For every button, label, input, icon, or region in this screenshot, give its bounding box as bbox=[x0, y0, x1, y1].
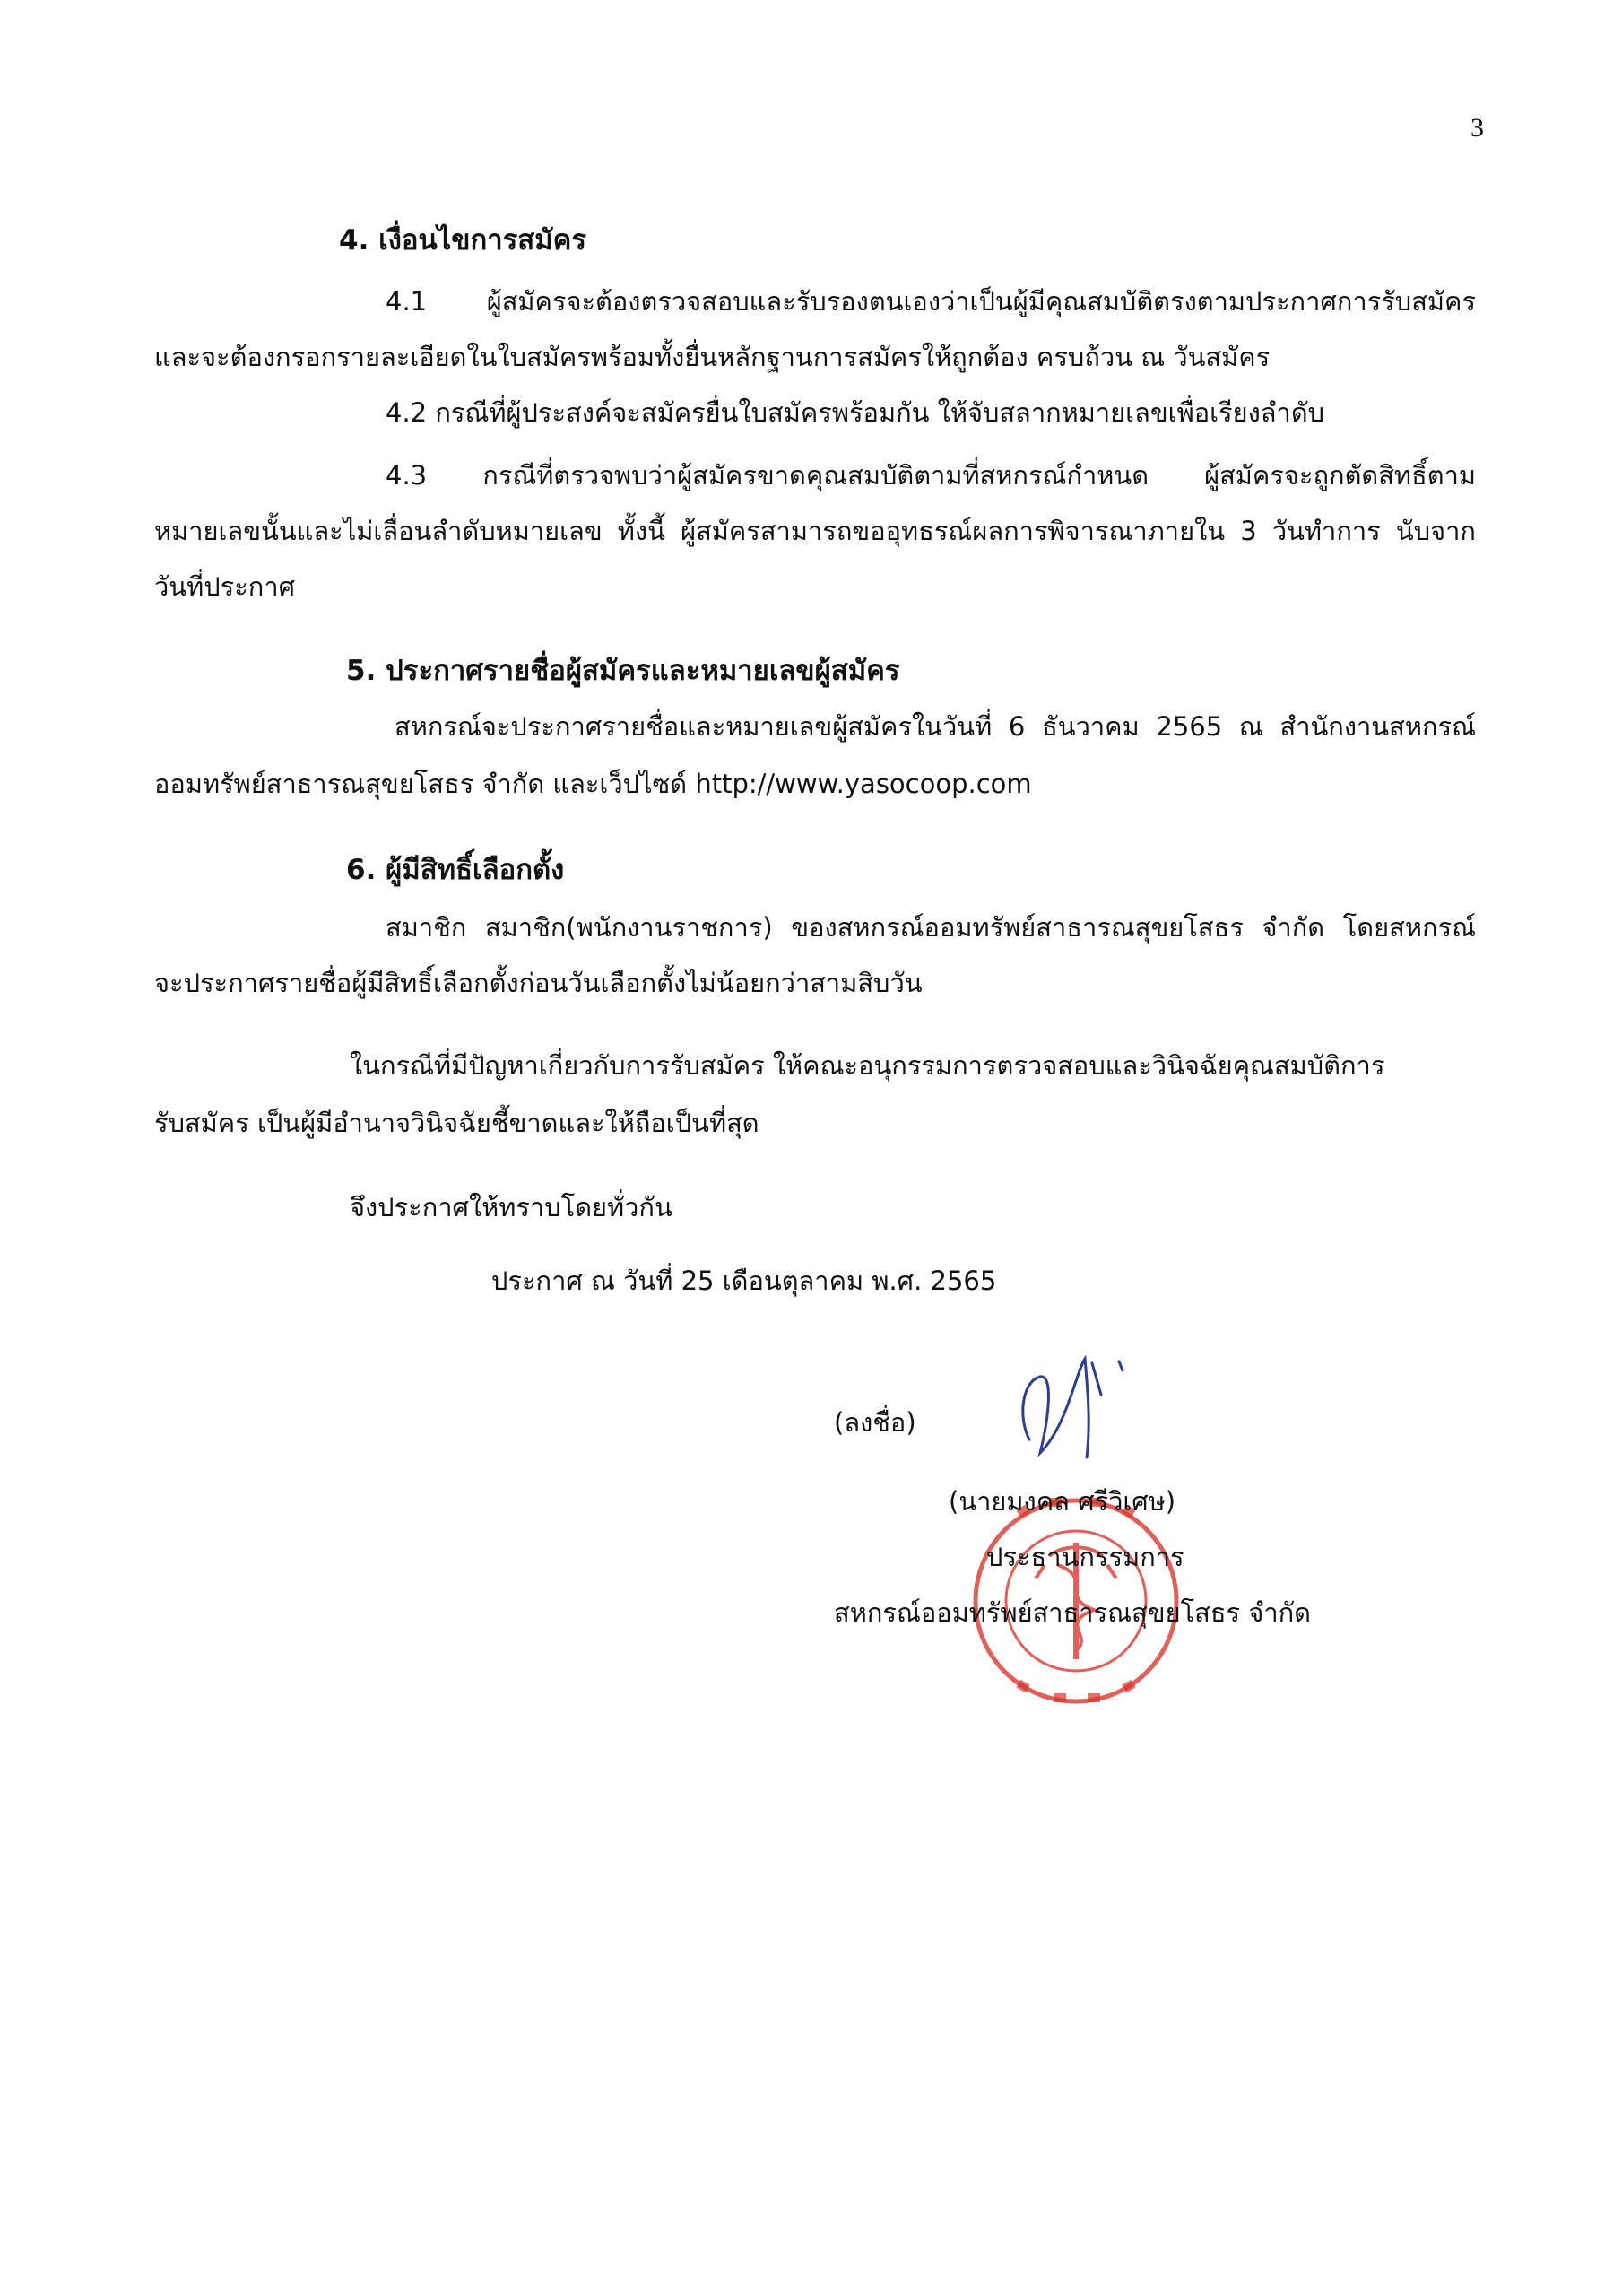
section-4-item-1-line-2: และจะต้องกรอกรายละเอียดในใบสมัครพร้อมทั้งยื่นหลักฐานการสมัครให้ถูกต้อง ครบถ้วน ณ วันสมัคร bbox=[154, 342, 1271, 372]
section-6-line-2: จะประกาศรายชื่อผู้มีสิทธิ์เลือกตั้งก่อนวันเลือกตั้งไม่น้อยกว่าสามสิบวัน bbox=[154, 968, 923, 998]
section-6-heading: 6. ผู้มีสิทธิ์เลือกตั้ง bbox=[346, 854, 565, 886]
handwritten-signature bbox=[1013, 1345, 1148, 1471]
section-4-heading: 4. เงื่อนไขการสมัคร bbox=[339, 224, 587, 257]
section-6-line-1: สมาชิก สมาชิก(พนักงานราชการ) ของสหกรณ์ออมทรัพย์สาธารณสุขยโสธร จำกัด โดยสหกรณ์ bbox=[386, 912, 1476, 943]
signatory-position: ประธานกรรมการ bbox=[986, 1542, 1184, 1572]
section-5-line-2: ออมทรัพย์สาธารณสุขยโสธร จำกัด และเว็ปไซด์ http://www.yasocoop.com bbox=[154, 769, 1032, 799]
section-4-item-2: 4.2 กรณีที่ผู้ประสงค์จะสมัครยื่นใบสมัครพร้อมกัน ให้จับสลากหมายเลขเพื่อเรียงลำดับ bbox=[386, 397, 1325, 428]
closing-paragraph-line-1: ในกรณีที่มีปัญหาเกี่ยวกับการรับสมัคร ให้คณะอนุกรรมการตรวจสอบและวินิจฉัยคุณสมบัติการ bbox=[350, 1050, 1385, 1081]
signed-label: (ลงชื่อ) bbox=[834, 1407, 916, 1438]
section-5-line-1: สหกรณ์จะประกาศรายชื่อและหมายเลขผู้สมัครในวันที่ 6 ธันวาคม 2565 ณ สำนักงานสหกรณ์ bbox=[395, 711, 1476, 742]
section-4-item-3-line-2: หมายเลขนั้นและไม่เลื่อนลำดับหมายเลข ทั้งนี้ ผู้สมัครสามารถขออุทธรณ์ผลการพิจารณาภายใน 3 วันทำการ นับจาก bbox=[154, 516, 1476, 546]
section-4-item-1-line-1: 4.1 ผู้สมัครจะต้องตรวจสอบและรับรองตนเองว่าเป็นผู้มีคุณสมบัติตรงตามประกาศการรับสมัคร bbox=[386, 286, 1476, 317]
closing-paragraph-line-2: รับสมัคร เป็นผู้มีอำนาจวินิจฉัยชี้ขาดและให้ถือเป็นที่สุด bbox=[154, 1108, 759, 1138]
signatory-organization: สหกรณ์ออมทรัพย์สาธารณสุขยโสธร จำกัด bbox=[834, 1597, 1312, 1628]
section-4-item-3-line-1: 4.3 กรณีที่ตรวจพบว่าผู้สมัครขาดคุณสมบัติตามที่สหกรณ์กำหนด ผู้สมัครจะถูกตัดสิทธิ์ตาม bbox=[386, 460, 1476, 491]
announcement-date: ประกาศ ณ วันที่ 25 เดือนตุลาคม พ.ศ. 2565 bbox=[491, 1265, 997, 1296]
announcement-line: จึงประกาศให้ทราบโดยทั่วกัน bbox=[350, 1192, 672, 1222]
signatory-name: (นายมงคล ศรีวิเศษ) bbox=[949, 1486, 1176, 1517]
section-4-item-3-line-3: วันที่ประกาศ bbox=[154, 571, 296, 602]
page-number: 3 bbox=[1470, 113, 1484, 143]
section-5-heading: 5. ประกาศรายชื่อผู้สมัครและหมายเลขผู้สมัคร bbox=[346, 655, 900, 687]
